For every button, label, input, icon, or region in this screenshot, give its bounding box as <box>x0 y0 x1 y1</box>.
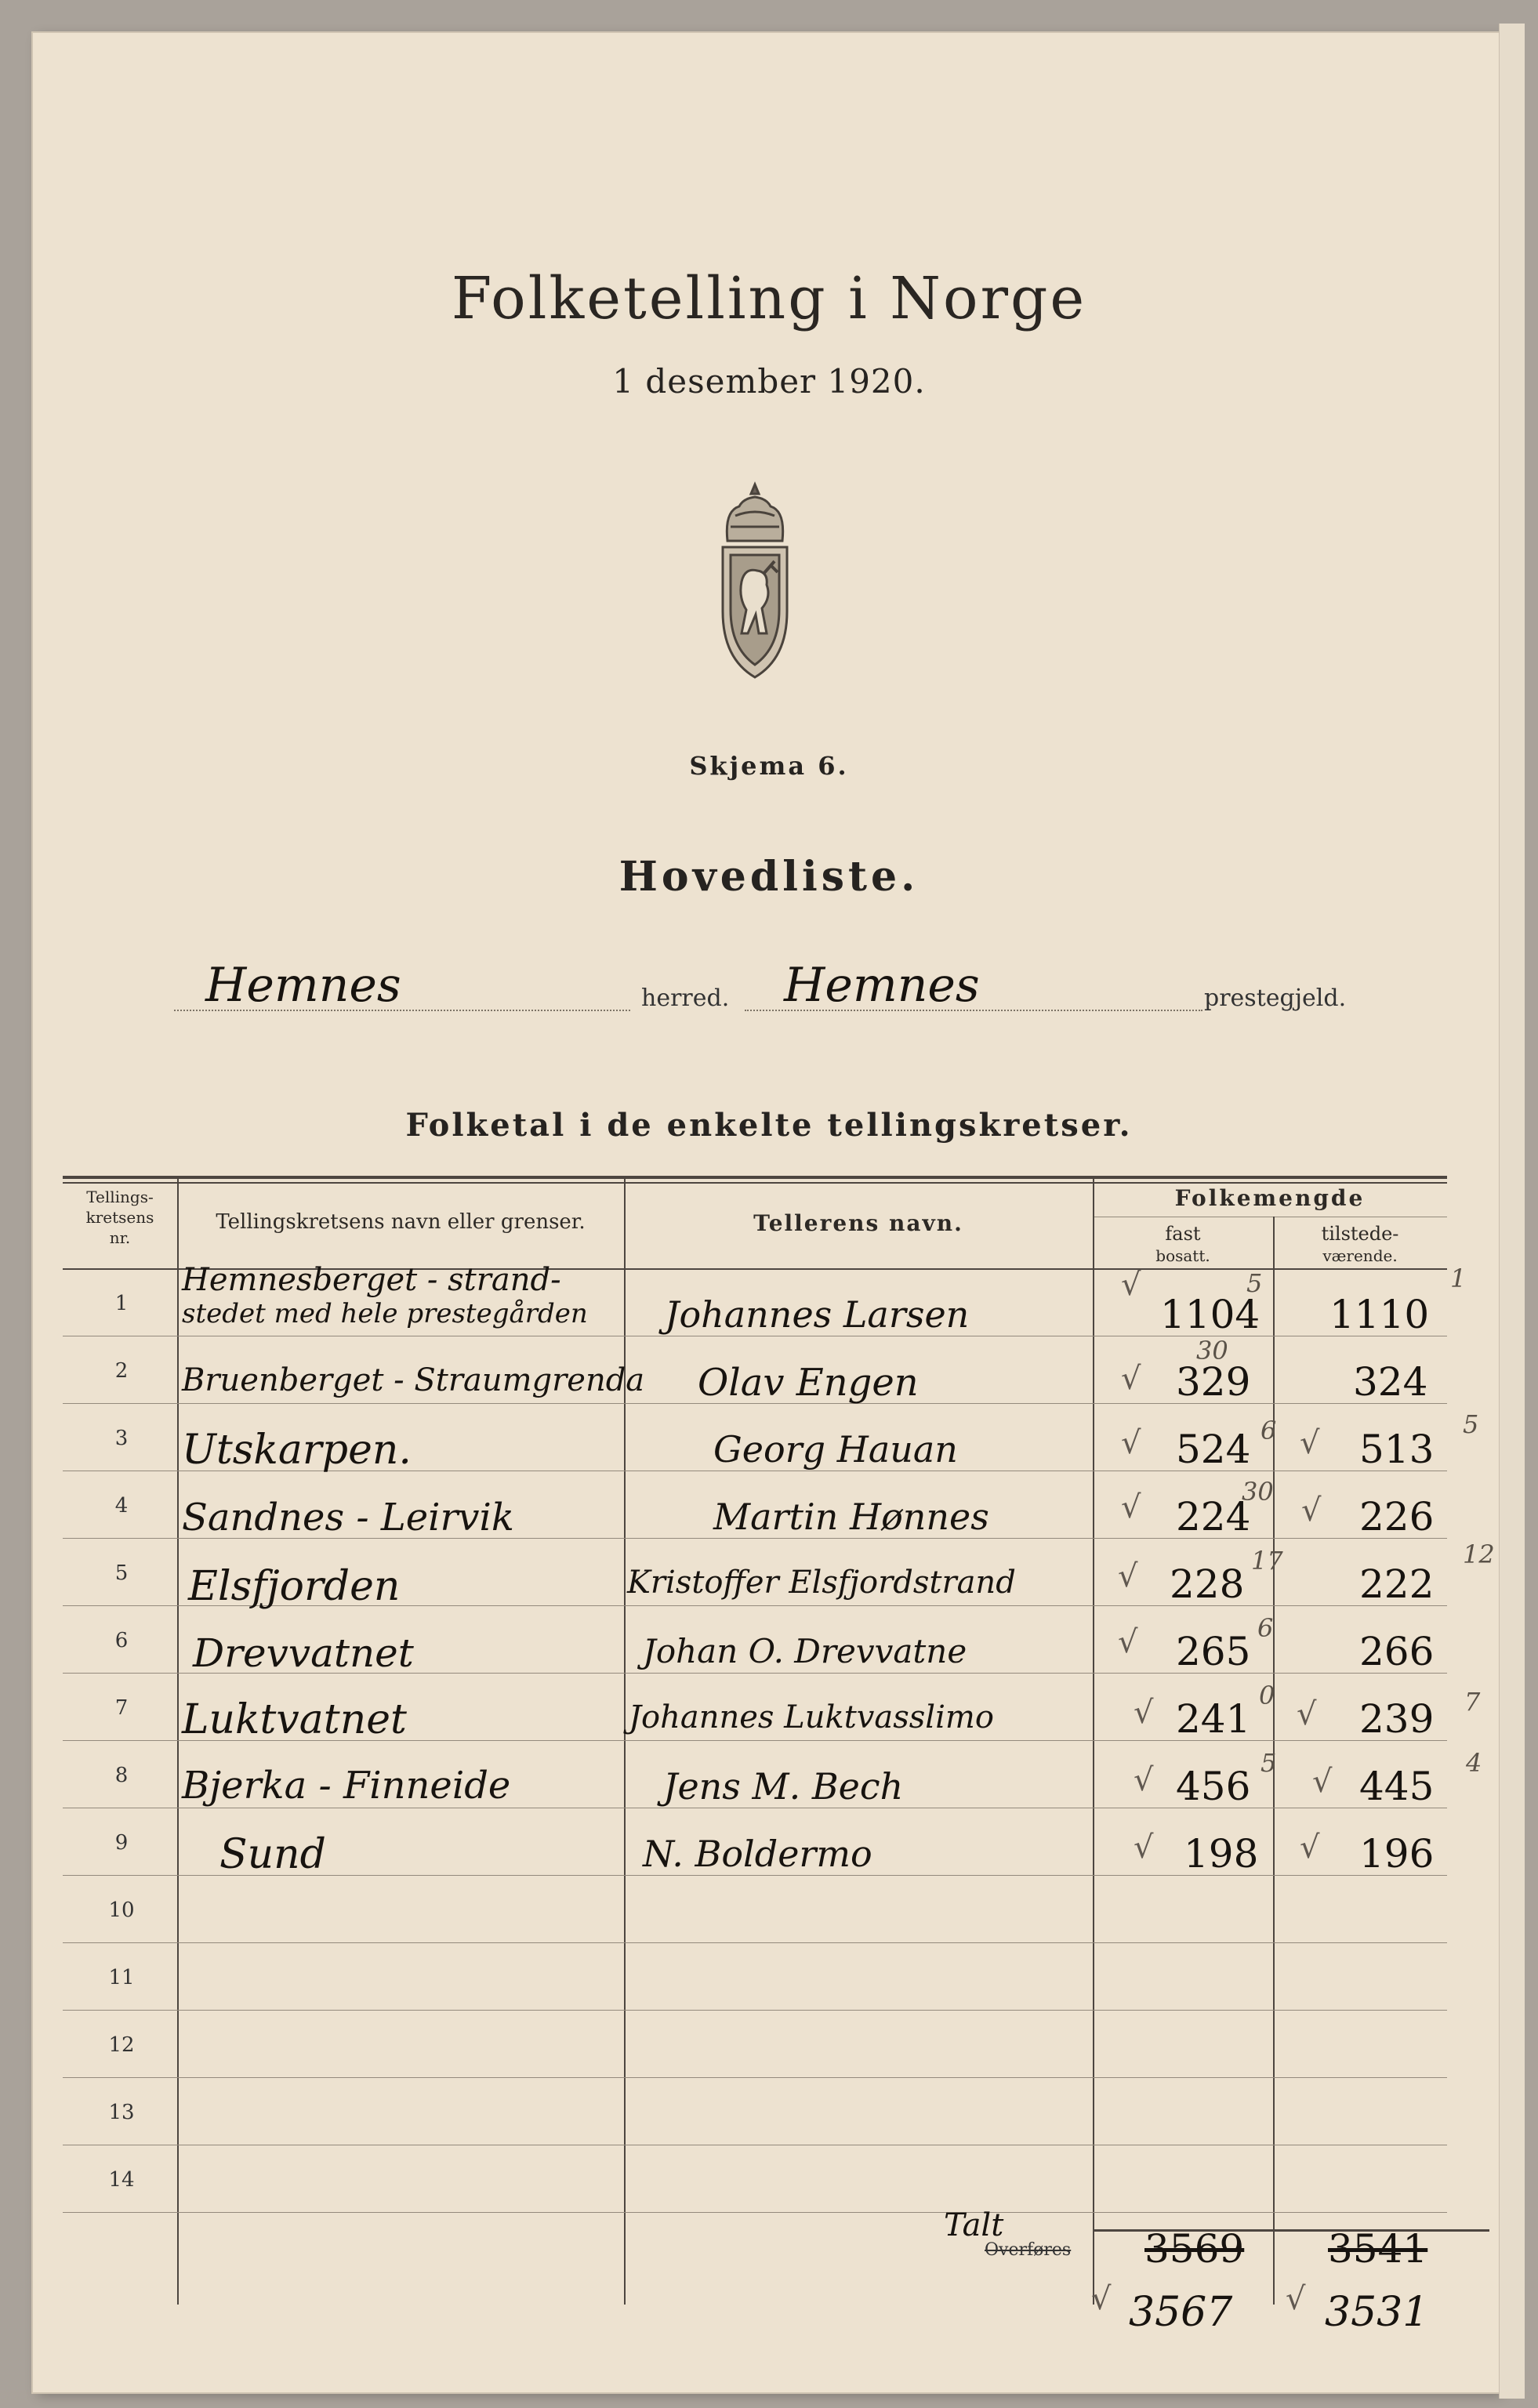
row-nr: 8 <box>114 1764 129 1787</box>
tilstede-value: 226 <box>1359 1494 1435 1539</box>
fast-bosatt-value: 1104 <box>1160 1292 1261 1337</box>
counter-name: Johannes Luktvasslimo <box>629 1699 994 1735</box>
table-subtitle: Folketal i de enkelte tellingskretser. <box>405 1107 1133 1144</box>
fast-note: 6 <box>1257 1613 1274 1643</box>
fast-bosatt-value: 456 <box>1176 1764 1251 1809</box>
district-name-line2: stedet med hele prestegården <box>182 1298 588 1329</box>
row-nr: 3 <box>114 1427 129 1450</box>
total-fast: 3569 <box>1144 2226 1245 2272</box>
corrected-total-tilstede: 3531 <box>1325 2289 1429 2336</box>
check-mark-icon: √ <box>1134 1762 1154 1798</box>
census-date: 1 desember 1920. <box>612 362 926 401</box>
tilstede-note: 12 <box>1463 1539 1495 1569</box>
census-table <box>63 1176 1495 2336</box>
check-mark-icon: √ <box>1121 1425 1141 1461</box>
row-nr: 9 <box>114 1831 129 1855</box>
header-fast-line1: fast <box>1165 1223 1201 1245</box>
counter-name: Johan O. Drevvatne <box>643 1632 967 1670</box>
check-mark-icon: √ <box>1121 1489 1141 1525</box>
header-population: Folkemengde <box>1174 1185 1366 1211</box>
fast-note: 5 <box>1246 1268 1263 1298</box>
tilstede-value: 513 <box>1359 1427 1435 1472</box>
tilstede-value: 239 <box>1359 1696 1435 1742</box>
fast-bosatt-value: 198 <box>1184 1831 1259 1877</box>
district-name: Drevvatnet <box>193 1630 414 1676</box>
row-nr: 11 <box>108 1966 135 1989</box>
check-mark-icon: √ <box>1301 1492 1322 1529</box>
fast-bosatt-value: 329 <box>1176 1359 1251 1405</box>
district-name: Sund <box>219 1831 326 1878</box>
fast-note: 30 <box>1242 1477 1274 1507</box>
tilstede-value: 266 <box>1359 1629 1435 1674</box>
row-nr: 5 <box>114 1561 129 1585</box>
district-name: Bruenberget - Straumgrenda <box>182 1362 645 1398</box>
counter-name: Johannes Larsen <box>665 1293 970 1336</box>
check-mark-icon: √ <box>1300 1425 1320 1461</box>
row-rule <box>63 1942 1447 1943</box>
tilstede-value: 445 <box>1359 1764 1435 1809</box>
header-tilstede-line1: tilstede- <box>1321 1223 1399 1245</box>
counter-name: Martin Hønnes <box>713 1496 989 1538</box>
district-name: Bjerka - Finneide <box>182 1764 511 1808</box>
fast-note: 17 <box>1251 1546 1283 1576</box>
list-title: Hovedliste. <box>618 853 920 901</box>
total-label-printed: Overføres <box>985 2240 1072 2260</box>
tilstede-value: 1110 <box>1329 1292 1430 1337</box>
fast-note: 0 <box>1259 1681 1275 1710</box>
prestegjeld-label: prestegjeld. <box>1204 985 1347 1012</box>
fast-note: 5 <box>1261 1748 1277 1778</box>
fast-bosatt-value: 241 <box>1176 1696 1251 1742</box>
herred-label: herred. <box>641 985 730 1012</box>
check-mark-icon: √ <box>1121 1361 1141 1397</box>
counter-name: Jens M. Bech <box>663 1765 904 1808</box>
district-name: Elsfjorden <box>188 1563 401 1610</box>
district-name: Hemnesberget - strand- <box>182 1262 561 1298</box>
prestegjeld-field-line <box>745 1010 1202 1011</box>
district-name: Utskarpen. <box>182 1427 412 1474</box>
fast-bosatt-value: 224 <box>1176 1494 1251 1539</box>
row-nr: 1 <box>114 1292 129 1315</box>
row-nr: 14 <box>108 2168 135 2192</box>
row-rule <box>63 2077 1447 2078</box>
coat-of-arms-icon <box>696 480 814 684</box>
corrected-total-fast: 3567 <box>1129 2289 1233 2336</box>
check-mark-icon: √ <box>1297 1696 1317 1732</box>
herred-value: Hemnes <box>205 958 401 1013</box>
header-fast-line2: bosatt. <box>1155 1246 1210 1265</box>
table-top-rule-inner <box>63 1182 1447 1184</box>
district-name: Sandnes - Leirvik <box>182 1496 514 1539</box>
herred-field-line <box>174 1010 630 1011</box>
fast-note: 6 <box>1261 1416 1277 1445</box>
row-nr: 7 <box>114 1696 129 1720</box>
table-top-rule <box>63 1176 1447 1179</box>
header-counter-name: Tellerens navn. <box>753 1210 963 1236</box>
tilstede-note: 1 <box>1450 1264 1467 1293</box>
header-fast-bosatt <box>1093 1223 1273 1267</box>
row-nr: 6 <box>114 1629 129 1652</box>
header-nr-line1: Tellings- <box>86 1188 154 1206</box>
row-rule <box>63 2010 1447 2011</box>
check-mark-icon: √ <box>1121 1267 1141 1303</box>
tilstede-note: 5 <box>1463 1409 1479 1439</box>
check-mark-icon: √ <box>1134 1830 1154 1866</box>
check-mark-icon: √ <box>1118 1558 1138 1594</box>
header-nr <box>63 1187 177 1248</box>
tilstede-value: 196 <box>1359 1831 1435 1877</box>
prestegjeld-value: Hemnes <box>784 958 980 1013</box>
row-nr: 10 <box>108 1898 135 1922</box>
check-mark-icon: √ <box>1118 1624 1138 1660</box>
header-district-name: Tellingskretsens navn eller grenser. <box>216 1210 586 1234</box>
tilstede-value: 222 <box>1359 1561 1435 1607</box>
counter-name: Georg Hauan <box>713 1428 958 1471</box>
page-title: Folketelling i Norge <box>451 265 1087 332</box>
check-mark-icon: √ <box>1286 2281 1306 2317</box>
tilstede-note: 4 <box>1466 1748 1482 1778</box>
tilstede-value: 324 <box>1353 1359 1428 1405</box>
fast-bosatt-value: 228 <box>1170 1561 1245 1607</box>
check-mark-icon: √ <box>1134 1695 1154 1731</box>
fast-bosatt-value: 265 <box>1176 1629 1251 1674</box>
total-tilstede: 3541 <box>1328 2226 1428 2272</box>
check-mark-icon: √ <box>1312 1764 1333 1800</box>
district-name: Luktvatnet <box>182 1696 407 1743</box>
header-tilstede <box>1273 1223 1447 1267</box>
row-rule <box>63 2212 1447 2213</box>
counter-name: N. Boldermo <box>643 1833 872 1875</box>
row-nr: 4 <box>114 1494 129 1518</box>
row-nr: 13 <box>108 2101 135 2124</box>
fast-bosatt-value: 524 <box>1176 1427 1251 1472</box>
header-tilstede-line2: værende. <box>1322 1246 1398 1265</box>
tilstede-note: 7 <box>1464 1687 1481 1717</box>
header-nr-line2: kretsens <box>85 1208 154 1227</box>
header-nr-line3: nr. <box>109 1228 131 1247</box>
total-label-handwritten: Talt <box>944 2207 1004 2243</box>
check-mark-icon: √ <box>1300 1830 1320 1866</box>
row-nr: 12 <box>108 2033 135 2057</box>
counter-name: Olav Engen <box>698 1361 919 1405</box>
counter-name: Kristoffer Elsfjordstrand <box>627 1565 1016 1601</box>
check-mark-icon: √ <box>1091 2281 1112 2317</box>
fast-note: 30 <box>1196 1336 1228 1365</box>
row-nr: 2 <box>114 1359 129 1383</box>
schema-number: Skjema 6. <box>689 751 849 781</box>
